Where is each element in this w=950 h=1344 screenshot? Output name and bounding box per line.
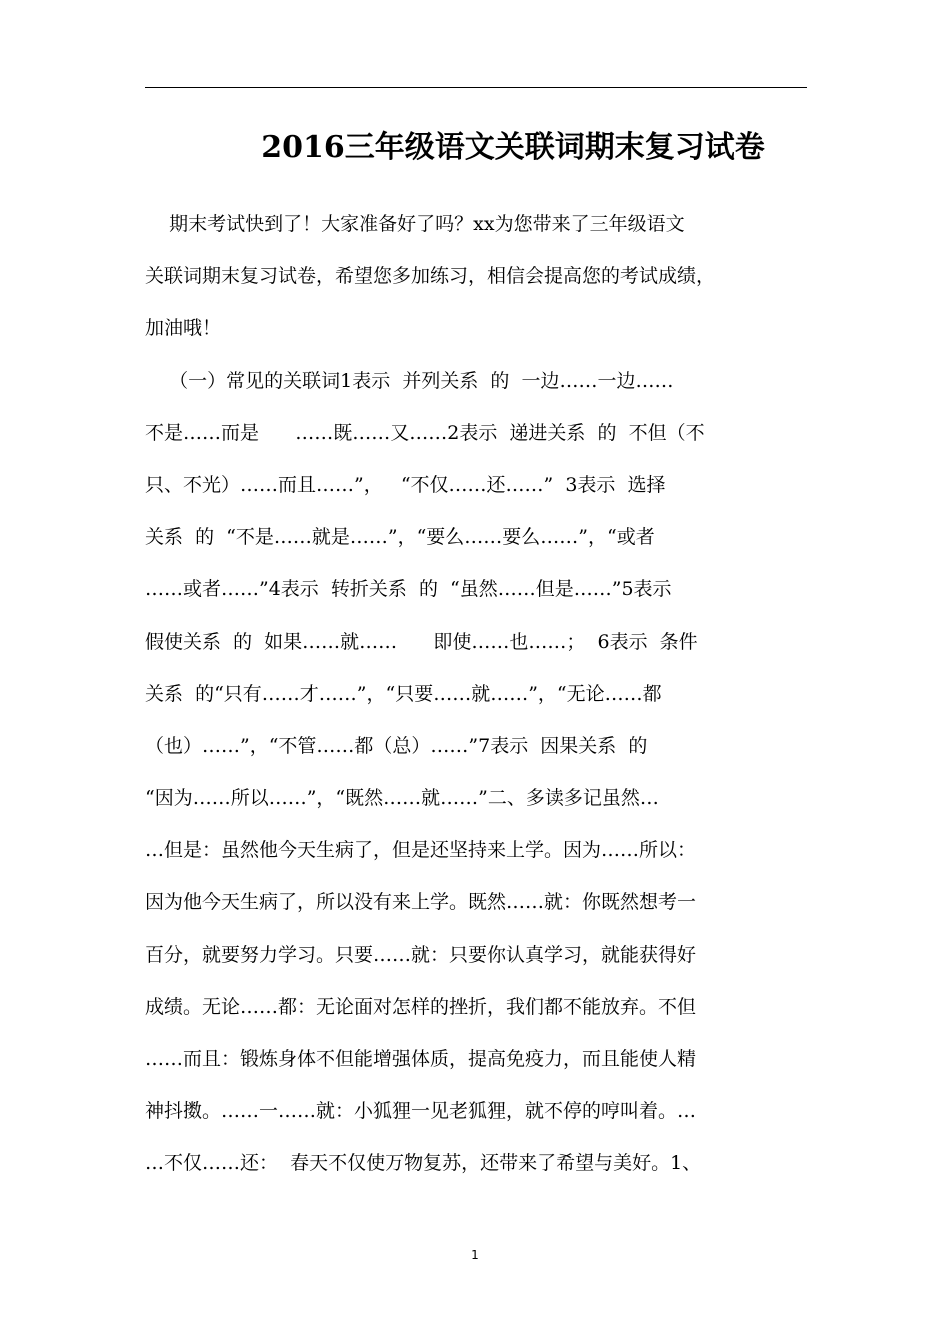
body-line: 关系 的 “不是……就是……”，“要么……要么……”，“或者 <box>145 526 655 549</box>
body-line: 关系 的“只有……才……”，“只要……就……”，“无论……都 <box>145 682 662 705</box>
body-line: 神抖擞。……一……就：小狐狸一见老狐狸，就不停的哼叫着。… <box>145 1100 697 1123</box>
body-line: 因为他今天生病了，所以没有来上学。既然……就：你既然想考一 <box>145 891 697 914</box>
header-rule <box>145 87 807 88</box>
body-line: ……而且：锻炼身体不但能增强体质，提高免疫力，而且能使人精 <box>145 1048 697 1070</box>
body-line: …不仅……还： 春天不仅使万物复苏，还带来了希望与美好。1、 <box>145 1152 702 1175</box>
body-line: 期末考试快到了！大家准备好了吗？xx为您带来了三年级语文 <box>145 213 685 235</box>
body-line: （也）……”，“不管……都（总）……”7表示 因果关系 的 <box>145 734 648 757</box>
body-line: （一）常见的关联词1表示 并列关系 的 一边……一边…… <box>145 369 674 392</box>
document-title: 2016三年级语文关联词期末复习试卷 <box>261 130 765 165</box>
body-line: “因为……所以……”，“既然……就……”二、多读多记虽然… <box>145 787 659 810</box>
body-line: 加油哦！ <box>145 317 222 340</box>
body-line: 百分，就要努力学习。只要……就：只要你认真学习，就能获得好 <box>145 943 697 966</box>
body-line: 关联词期末复习试卷，希望您多加练习，相信会提高您的考试成绩， <box>145 265 716 288</box>
document-body <box>145 202 807 1194</box>
body-line: 只、不光）……而且……”， “不仅……还……” 3表示 选择 <box>145 473 666 496</box>
body-line: ……或者……”4表示 转折关系 的 “虽然……但是……”5表示 <box>145 578 672 601</box>
body-line: 成绩。无论……都：无论面对怎样的挫折，我们都不能放弃。不但 <box>145 995 697 1018</box>
body-line: …但是：虽然他今天生病了，但是还坚持来上学。因为……所以： <box>145 839 697 862</box>
body-line: 不是……而是 ……既……又……2表示 递进关系 的 不但（不 <box>145 421 705 444</box>
body-line: 假使关系 的 如果……就…… 即使……也……； 6表示 条件 <box>145 630 698 653</box>
page-number: 1 <box>471 1248 479 1262</box>
